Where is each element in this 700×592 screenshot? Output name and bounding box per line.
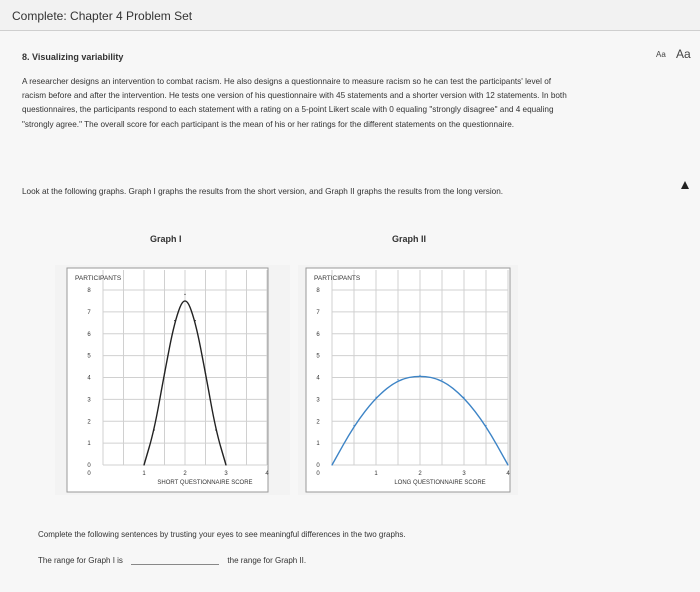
graph-1-chart bbox=[55, 265, 290, 495]
complete-prompt: Complete the following sentences by trusting your eyes to see meaningful differences in the two graphs. bbox=[38, 530, 406, 539]
chart-0-ytick: 6 bbox=[87, 331, 91, 338]
chart-0-xtick: 2 bbox=[183, 471, 187, 477]
graph-2-title: Graph II bbox=[392, 234, 427, 244]
chart-0-ytick: 3 bbox=[87, 397, 91, 404]
question-title: 8. Visualizing variability bbox=[22, 52, 124, 62]
chart-0-ytick: 5 bbox=[87, 353, 91, 360]
chart-0-ytick: 7 bbox=[87, 309, 91, 316]
chart-1-xtick: 0 bbox=[316, 471, 320, 477]
chart-0-ytick: 2 bbox=[87, 419, 91, 426]
graph-1-svg bbox=[55, 265, 290, 495]
chart-1-frame bbox=[306, 268, 510, 492]
chart-1-point bbox=[485, 425, 486, 426]
graph-2-chart bbox=[298, 265, 518, 495]
window-title: Complete: Chapter 4 Problem Set bbox=[12, 9, 193, 23]
chart-0-ytick: 8 bbox=[87, 288, 91, 294]
chart-1-point bbox=[331, 464, 332, 465]
chart-1-point bbox=[441, 379, 442, 380]
range-answer-dropdown[interactable] bbox=[131, 556, 219, 565]
chart-1-point bbox=[463, 397, 464, 398]
chart-1-xtick: 1 bbox=[374, 471, 378, 477]
graph-instructions: Look at the following graphs. Graph I graphs the results from the short version, and Graph II graphs the results from the long version. bbox=[22, 187, 504, 196]
chart-1-ytick: 8 bbox=[316, 288, 320, 294]
chart-1-ytick: 4 bbox=[316, 375, 320, 382]
chart-1-ytick: 1 bbox=[316, 441, 320, 448]
chart-0-point bbox=[154, 429, 155, 430]
chart-1-xtick: 4 bbox=[506, 471, 510, 477]
chart-0-point bbox=[164, 373, 165, 374]
chart-1-point bbox=[397, 379, 398, 380]
chart-0-ylabel: PARTICIPANTS bbox=[75, 275, 122, 282]
chart-0-point bbox=[225, 464, 226, 465]
chart-0-frame bbox=[67, 268, 268, 492]
chart-1-ylabel: PARTICIPANTS bbox=[314, 275, 361, 282]
chart-1-ytick: 0 bbox=[316, 463, 320, 469]
chart-1-ytick: 5 bbox=[316, 353, 320, 360]
chart-1-point bbox=[507, 464, 508, 465]
chart-1-point bbox=[375, 397, 376, 398]
chart-1-ytick: 6 bbox=[316, 331, 320, 338]
chart-0-xtick: 3 bbox=[224, 471, 228, 477]
chart-1-point bbox=[419, 375, 420, 376]
graph-1-title: Graph I bbox=[150, 234, 182, 244]
chart-0-point bbox=[174, 320, 175, 321]
window-titlebar bbox=[0, 0, 700, 31]
chart-1-ytick: 2 bbox=[316, 419, 320, 426]
chart-1-xtick: 3 bbox=[462, 471, 466, 477]
chart-1-point bbox=[353, 425, 354, 426]
chart-0-ytick: 4 bbox=[87, 375, 91, 382]
range-sentence bbox=[38, 556, 306, 565]
chart-0-ytick: 0 bbox=[87, 463, 91, 469]
graph-2-svg bbox=[298, 265, 518, 495]
chart-1-ytick: 7 bbox=[316, 309, 320, 316]
sentence-end: the range for Graph II. bbox=[227, 556, 307, 565]
chart-0-xtick: 4 bbox=[265, 471, 269, 477]
chart-0-point bbox=[143, 464, 144, 465]
chart-1-xlabel: LONG QUESTIONNAIRE SCORE bbox=[394, 480, 486, 486]
chart-0-xtick: 0 bbox=[87, 471, 91, 477]
chart-0-xtick: 1 bbox=[142, 471, 146, 477]
chart-0-point bbox=[184, 294, 185, 295]
chart-0-point bbox=[205, 373, 206, 374]
chart-1-ytick: 3 bbox=[316, 397, 320, 404]
chart-0-point bbox=[215, 429, 216, 430]
mouse-cursor-icon bbox=[681, 181, 689, 189]
chart-0-xlabel: SHORT QUESTIONNAIRE SCORE bbox=[157, 480, 253, 486]
question-paragraph: A researcher designs an intervention to combat racism. He also designs a questionnaire to measure racism so he can test the participants' level of racism before and after the intervention. He tests one version of his questionnaire with 45 statements and a shorter version with 12 statements. In both questionnaires, the participants respond to each statement with a rating on a 5-point Likert scale with 0 equaling "strongly disagree" and 4 equaling "strongly agree." The overall score for each participant is the mean of his or her ratings for the different statements on the questionnaire. bbox=[22, 77, 567, 129]
chart-0-ytick: 1 bbox=[87, 441, 91, 448]
font-size-increase-button[interactable]: Aa bbox=[676, 47, 691, 61]
chart-1-xtick: 2 bbox=[418, 471, 422, 477]
font-size-decrease-button[interactable]: Aa bbox=[656, 50, 666, 59]
sentence-start: The range for Graph I is bbox=[38, 556, 123, 565]
chart-0-point bbox=[195, 320, 196, 321]
